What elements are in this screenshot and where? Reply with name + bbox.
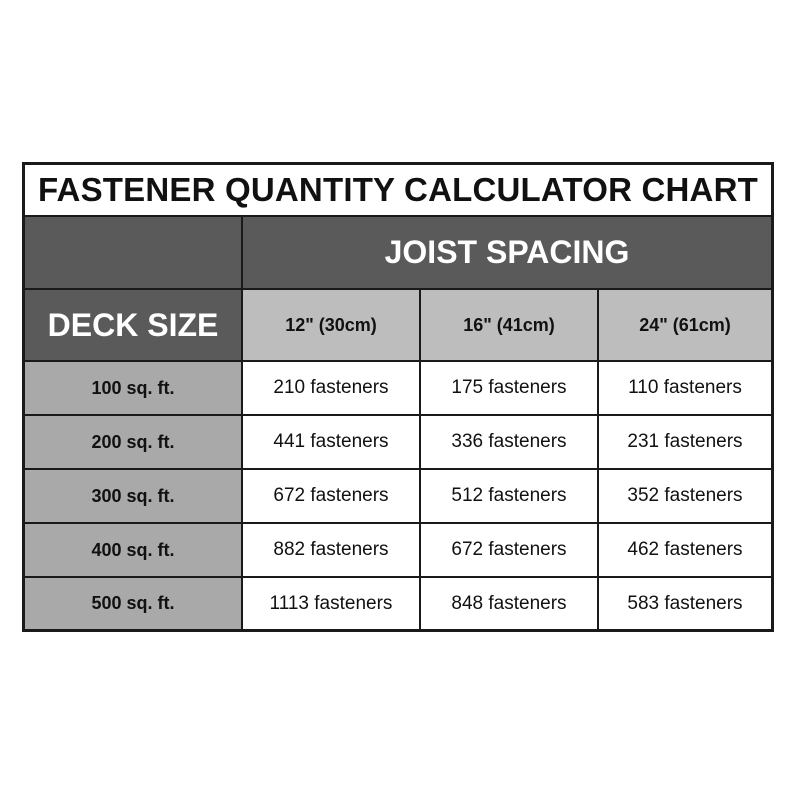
row-header-500: 500 sq. ft. [25,578,241,629]
fastener-chart-table [22,162,774,632]
table-cell: 1113 fasteners [243,578,419,629]
table-cell: 672 fasteners [243,470,419,522]
table-cell: 352 fasteners [599,470,771,522]
row-header-400: 400 sq. ft. [25,524,241,576]
row-header-100: 100 sq. ft. [25,362,241,414]
column-header-24in: 24" (61cm) [599,290,771,360]
table-cell: 210 fasteners [243,362,419,414]
table-cell: 848 fasteners [421,578,597,629]
table-cell: 175 fasteners [421,362,597,414]
table-cell: 512 fasteners [421,470,597,522]
table-cell: 336 fasteners [421,416,597,468]
table-cell: 672 fasteners [421,524,597,576]
chart-title: FASTENER QUANTITY CALCULATOR CHART [25,165,771,215]
table-cell: 583 fasteners [599,578,771,629]
row-header-200: 200 sq. ft. [25,416,241,468]
row-header-300: 300 sq. ft. [25,470,241,522]
table-cell: 231 fasteners [599,416,771,468]
header-blank-cell [25,217,241,288]
table-cell: 882 fasteners [243,524,419,576]
column-header-16in: 16" (41cm) [421,290,597,360]
table-cell: 462 fasteners [599,524,771,576]
deck-size-header: DECK SIZE [25,290,241,360]
column-header-12in: 12" (30cm) [243,290,419,360]
joist-spacing-header: JOIST SPACING [243,217,771,288]
table-cell: 441 fasteners [243,416,419,468]
table-cell: 110 fasteners [599,362,771,414]
